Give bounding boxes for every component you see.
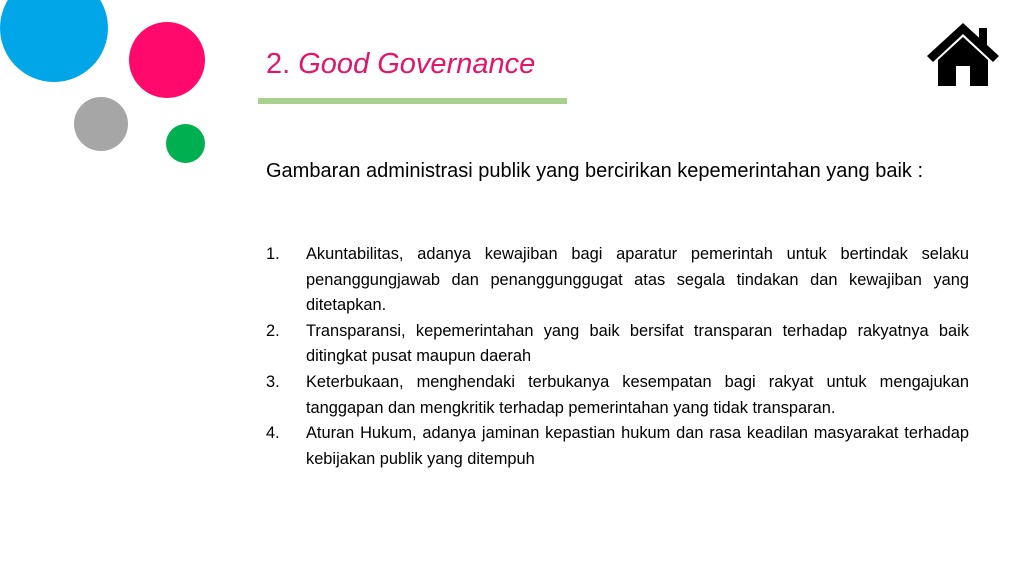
decor-circle-pink bbox=[129, 22, 205, 98]
list-item-number: 3. bbox=[266, 372, 280, 391]
decor-circle-blue bbox=[0, 0, 108, 82]
criteria-list bbox=[266, 242, 969, 472]
title-underline bbox=[258, 98, 567, 104]
home-icon bbox=[926, 22, 1000, 88]
slide-title bbox=[266, 44, 535, 84]
home-button[interactable] bbox=[926, 22, 1000, 88]
intro-paragraph: Gambaran administrasi publik yang bercirikan kepemerintahan yang baik : bbox=[266, 160, 924, 182]
list-item bbox=[266, 319, 969, 370]
list-item-text: Transparansi, kepemerintahan yang baik bersifat transparan terhadap rakyatnya baik ditingkat pusat maupun daerah bbox=[306, 321, 969, 366]
list-item-text: Aturan Hukum, adanya jaminan kepastian hukum dan rasa keadilan masyarakat terhadap kebijakan publik yang ditempuh bbox=[306, 424, 969, 468]
list-item-text: Akuntabilitas, adanya kewajiban bagi aparatur pemerintah untuk bertindak selaku penanggungjawab dan penanggunggugat atas segala tindakan dan kewajiban yang ditetapkan. bbox=[306, 245, 969, 315]
title-text: Good Governance bbox=[298, 48, 536, 80]
list-item bbox=[266, 421, 969, 472]
list-item-number: 2. bbox=[266, 321, 280, 340]
list-item-number: 1. bbox=[266, 245, 280, 263]
list-item-text: Keterbukaan, menghendaki terbukanya kesempatan bagi rakyat untuk mengajukan tanggapan dan mengkritik terhadap pemerintahan yang tidak transparan. bbox=[306, 372, 969, 417]
title-number: 2. bbox=[266, 48, 291, 80]
decor-circle-green bbox=[166, 124, 205, 163]
list-item bbox=[266, 370, 969, 421]
list-item-number: 4. bbox=[266, 424, 280, 443]
decor-circle-gray bbox=[74, 97, 128, 151]
list-item bbox=[266, 242, 969, 319]
